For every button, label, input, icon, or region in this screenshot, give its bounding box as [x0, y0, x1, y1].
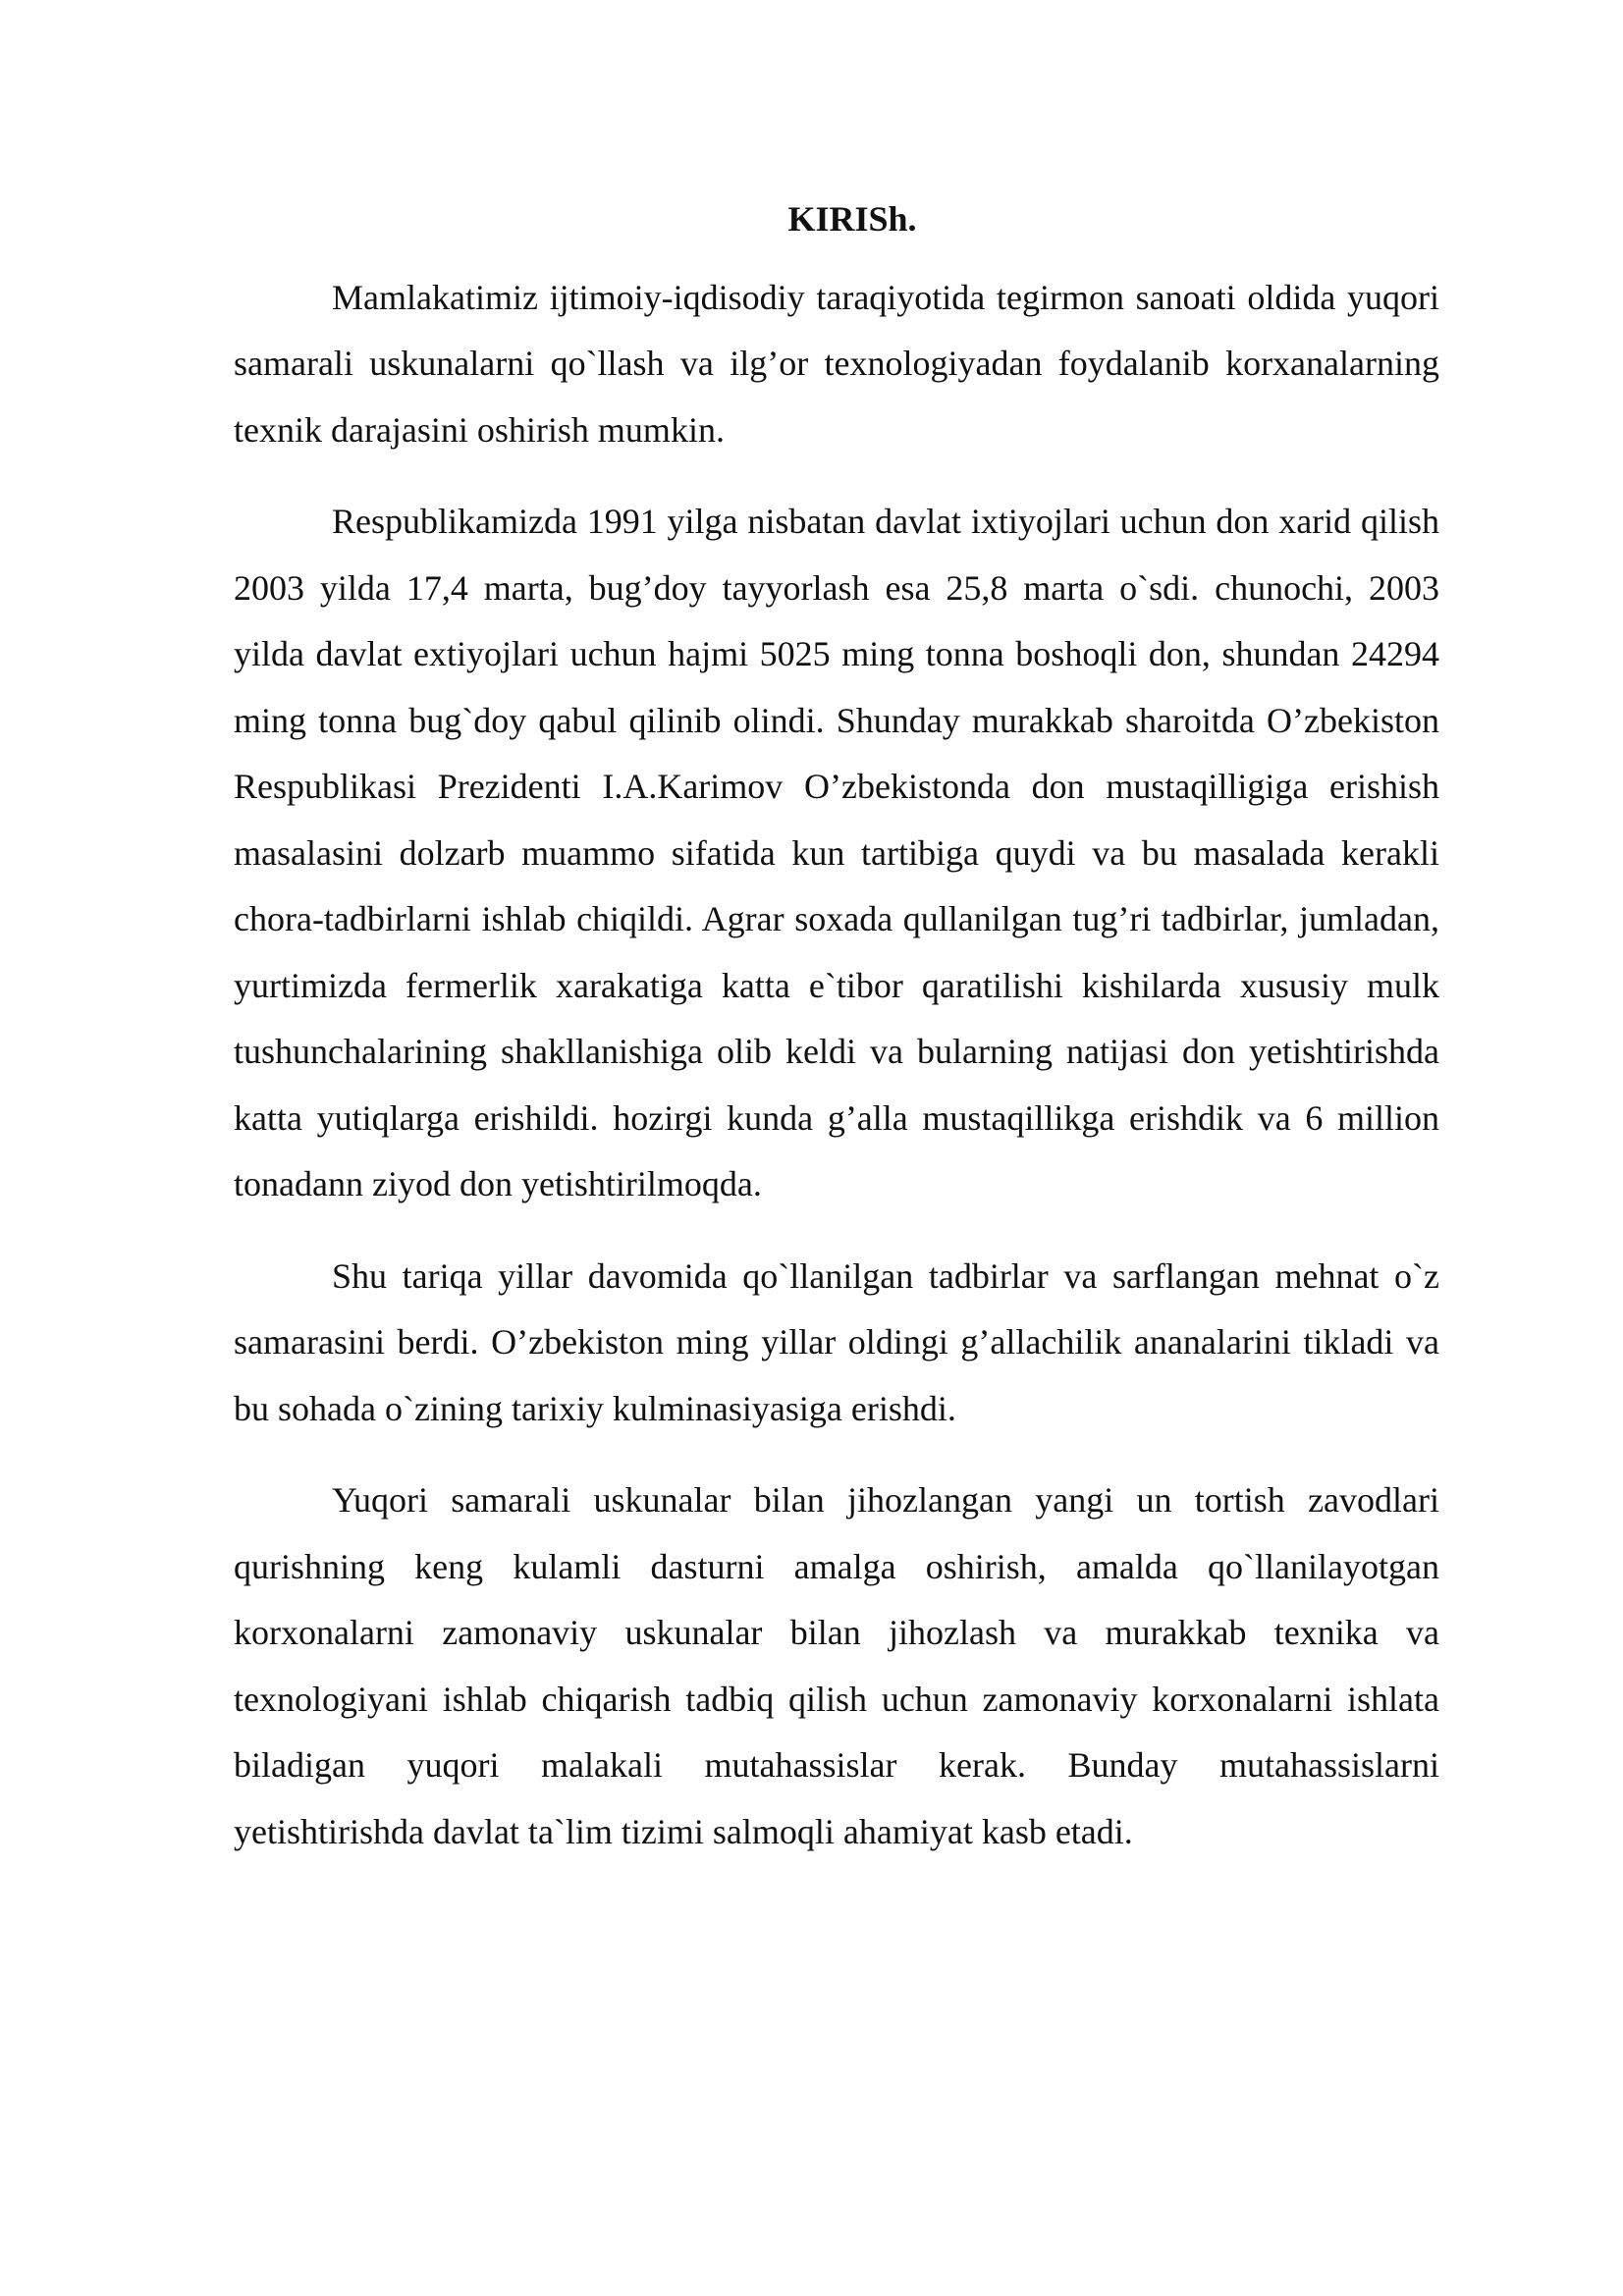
paragraph-4: Yuqori samarali uskunalar bilan jihozlangan yangi un tortish zavodlari qurishning keng kulamli dasturni amalga oshirish, amalda qo`llanilayotgan korxonalarni zamonaviy uskunalar bilan jihozlash va murakkab texnika va texnologiyani ishlab chiqarish tadbiq qilish uchun zamonaviy korxonalarni ishlata biladigan yuqori malakali mutahassislar kerak. Bunday mutahassislarni yetishtirishda davlat ta`lim tizimi salmoqli ahamiyat kasb etadi. [234, 1480, 1439, 1851]
paragraph-3: Shu tariqa yillar davomida qo`llanilgan tadbirlar va sarflangan mehnat o`z samarasini berdi. O’zbekiston ming yillar oldingi g’allachilik ananalarini tikladi va bu sohada o`zining tarixiy kulminasiyasiga erishdi. [234, 1255, 1439, 1428]
paragraph-2: Respublikamizda 1991 yilga nisbatan davlat ixtiyojlari uchun don xarid qilish 2003 yilda 17,4 marta, bug’doy tayyorlash esa 25,8 marta o`sdi. chunochi, 2003 yilda davlat extiyojlari uchun hajmi 5025 ming tonna boshoqli don, shundan 24294 ming tonna bug`doy qabul qilinib olindi. Shunday murakkab sharoitda O’zbekiston Respublikasi Prezidenti I.A.Karimov O’zbekistonda don mustaqilligiga erishish masalasini dolzarb muammo sifatida kun tartibiga quydi va bu masalada kerakli chora-tadbirlarni ishlab chiqildi. Agrar soxada qullanilgan tug’ri tadbirlar, jumladan, yurtimizda fermerlik xarakatiga katta e`tibor qaratilishi kishilarda xususiy mulk tushunchalarining shakllanishiga olib keldi va bularning natijasi don yetishtirishda katta yutiqlarga erishildi. hozirgi kunda g’alla mustaqillikga erishdik va 6 million tonadann ziyod don yetishtirilmoqda. [234, 502, 1439, 1203]
document-body [234, 187, 1439, 1891]
paragraph-1: Mamlakatimiz ijtimoiy-iqdisodiy taraqiyotida tegirmon sanoati oldida yuqori samarali uskunalarni qo`llash va ilg’or texnologiyadan foydalanib korxanalarning texnik darajasini oshirish mumkin. [234, 277, 1439, 450]
page-title: KIRISh. [787, 199, 917, 239]
